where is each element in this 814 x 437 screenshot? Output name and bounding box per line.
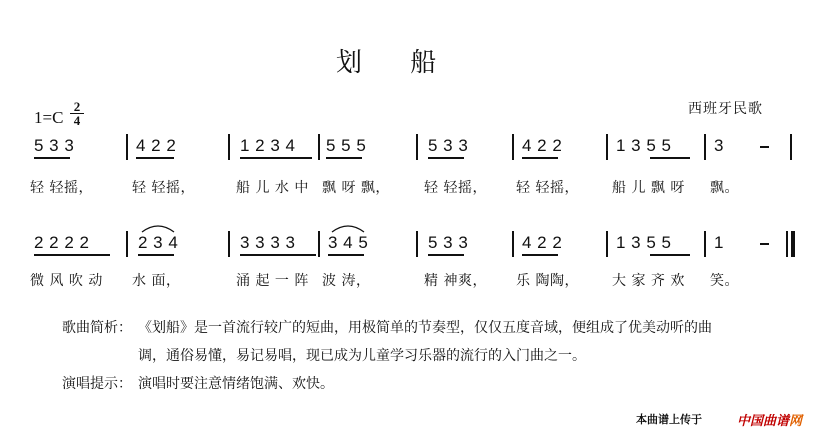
lyric: 笑。 bbox=[710, 273, 739, 289]
song-origin: 西班牙民歌 bbox=[688, 101, 763, 117]
underline bbox=[650, 157, 690, 159]
underline bbox=[240, 254, 316, 256]
barline bbox=[126, 134, 128, 160]
lyric: 微 风 吹 动 bbox=[30, 273, 103, 289]
barline bbox=[126, 231, 128, 257]
measure-6-notes: 4 2 2 bbox=[522, 136, 563, 155]
lyric: 精 神爽， bbox=[424, 273, 487, 289]
upload-source-label: 本曲谱上传于 bbox=[636, 414, 702, 426]
key-signature: 1=C bbox=[34, 108, 64, 127]
tie-slur bbox=[138, 222, 178, 234]
final-barline-thin bbox=[786, 231, 788, 257]
barline bbox=[228, 134, 230, 160]
lyric: 轻 轻摇， bbox=[30, 180, 93, 196]
underline bbox=[650, 254, 690, 256]
underline bbox=[138, 254, 174, 256]
measure-12-notes: 3 4 5 bbox=[328, 233, 369, 252]
tie-slur bbox=[328, 222, 368, 234]
measure-11-notes: 3 3 3 3 bbox=[240, 233, 296, 252]
lyric: 轻 轻摇， bbox=[132, 180, 195, 196]
lyric: 船 儿 水 中 bbox=[236, 180, 309, 196]
measure-4-notes: 5 5 5 bbox=[326, 136, 367, 155]
underline bbox=[240, 157, 312, 159]
intro-text-line-1: 《划船》是一首流行较广的短曲，用极简单的节奏型，仅仅五度音域，便组成了优美动听的曲 bbox=[138, 320, 712, 336]
lyric: 轻 轻摇， bbox=[424, 180, 487, 196]
measure-15-notes: 1 3 5 5 bbox=[616, 233, 672, 252]
measure-7-notes: 1 3 5 5 bbox=[616, 136, 672, 155]
lyric: 大 家 齐 欢 bbox=[612, 273, 685, 289]
site-suffix: 网 bbox=[788, 413, 802, 428]
final-barline-thick bbox=[791, 231, 795, 257]
barline bbox=[318, 231, 320, 257]
extension-dash bbox=[760, 243, 769, 245]
underline bbox=[522, 254, 558, 256]
underline bbox=[34, 254, 110, 256]
barline bbox=[704, 231, 706, 257]
barline bbox=[790, 134, 792, 160]
underline bbox=[428, 157, 464, 159]
time-signature-bottom: 4 bbox=[73, 113, 81, 128]
lyric: 轻 轻摇， bbox=[516, 180, 579, 196]
measure-1-notes: 5 3 3 bbox=[34, 136, 75, 155]
measure-5-notes: 5 3 3 bbox=[428, 136, 469, 155]
measure-16-notes: 1 bbox=[714, 233, 724, 252]
underline bbox=[522, 157, 558, 159]
tips-text: 演唱时要注意情绪饱满、欢快。 bbox=[138, 376, 334, 392]
time-signature-top: 2 bbox=[70, 100, 84, 114]
underline bbox=[34, 157, 70, 159]
intro-label: 歌曲简析： bbox=[62, 320, 132, 336]
barline bbox=[606, 134, 608, 160]
barline bbox=[512, 134, 514, 160]
barline bbox=[704, 134, 706, 160]
measure-9-notes: 2 2 2 2 bbox=[34, 233, 90, 252]
barline bbox=[512, 231, 514, 257]
underline bbox=[136, 157, 174, 159]
underline bbox=[428, 254, 464, 256]
time-signature bbox=[70, 100, 84, 127]
barline bbox=[606, 231, 608, 257]
site-name: 中国曲谱 bbox=[736, 413, 789, 428]
barline bbox=[228, 231, 230, 257]
lyric: 飘。 bbox=[710, 180, 739, 196]
measure-13-notes: 5 3 3 bbox=[428, 233, 469, 252]
underline bbox=[328, 254, 364, 256]
lyric: 水 面， bbox=[132, 273, 181, 289]
lyric: 波 涛， bbox=[322, 273, 371, 289]
measure-10-notes: 2 3 4 bbox=[138, 233, 179, 252]
site-logo[interactable] bbox=[737, 410, 802, 429]
measure-2-notes: 4 2 2 bbox=[136, 136, 177, 155]
tips-label: 演唱提示： bbox=[62, 376, 132, 392]
song-title: 划 船 bbox=[336, 48, 457, 78]
lyric: 船 儿 飘 呀 bbox=[612, 180, 685, 196]
barline bbox=[416, 231, 418, 257]
measure-14-notes: 4 2 2 bbox=[522, 233, 563, 252]
extension-dash bbox=[760, 146, 769, 148]
measure-3-notes: 1 2 3 4 bbox=[240, 136, 296, 155]
intro-text-line-2: 调，通俗易懂，易记易唱，现已成为儿童学习乐器的流行的入门曲之一。 bbox=[138, 348, 586, 364]
lyric: 涌 起 一 阵 bbox=[236, 273, 309, 289]
measure-8-notes: 3 bbox=[714, 136, 724, 155]
lyric: 乐 陶陶， bbox=[516, 273, 579, 289]
lyric: 飘 呀 飘， bbox=[322, 180, 390, 196]
barline bbox=[416, 134, 418, 160]
barline bbox=[318, 134, 320, 160]
underline bbox=[326, 157, 362, 159]
